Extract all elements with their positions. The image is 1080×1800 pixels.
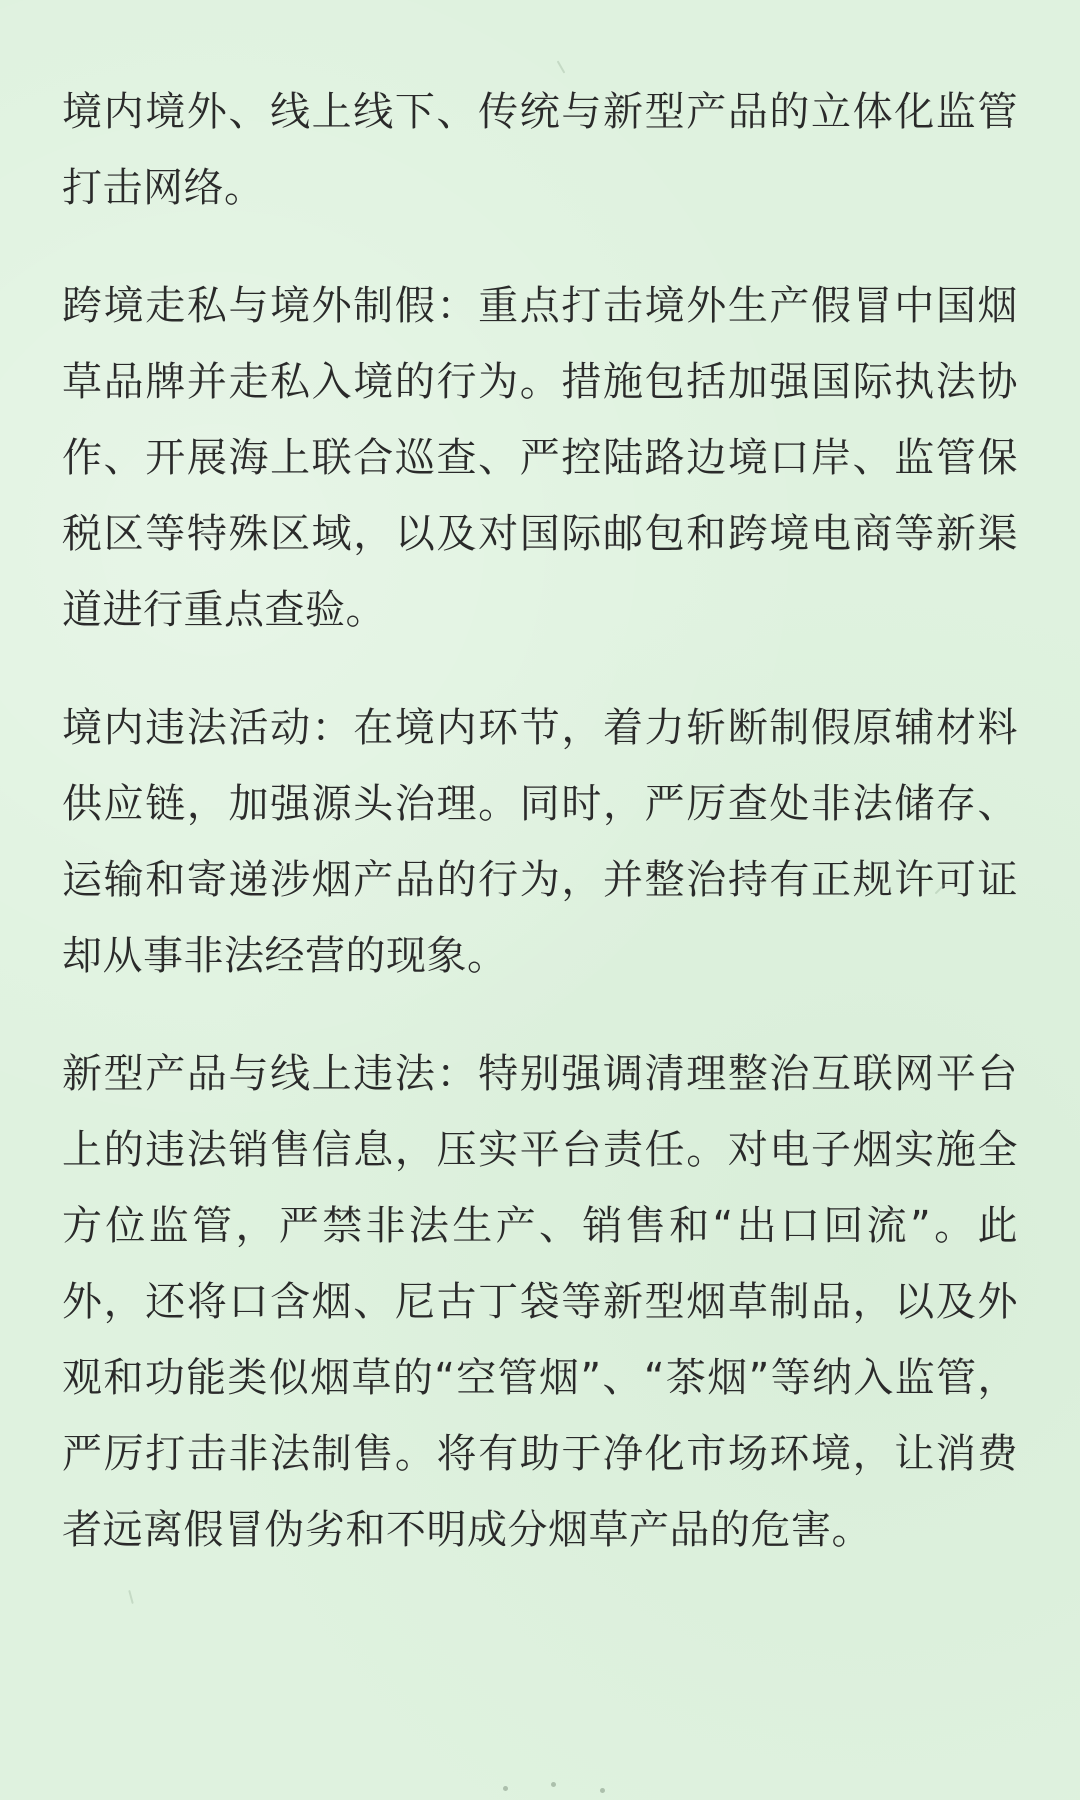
- paragraph-domestic: 境内违法活动：在境内环节，着力斩断制假原辅材料供应链，加强源头治理。同时，严厉查处非法储存、运输和寄递涉烟产品的行为，并整治持有正规许可证却从事非法经营的现象。: [62, 705, 1018, 979]
- paper-fiber: [557, 60, 566, 73]
- paper-speck: [503, 1786, 508, 1791]
- paragraph-cross-border: 跨境走私与境外制假：重点打击境外生产假冒中国烟草品牌并走私入境的行为。措施包括加强国际执法协作、开展海上联合巡查、严控陆路边境口岸、监管保税区等特殊区域，以及对国际邮包和跨境电商等新渠道进行重点查验。: [62, 283, 1018, 633]
- paragraph-new-products: 新型产品与线上违法：特别强调清理整治互联网平台上的违法销售信息，压实平台责任。对电子烟实施全方位监管，严禁非法生产、销售和“出口回流”。此外，还将口含烟、尼古丁袋等新型烟草制品，以及外观和功能类似烟草的“空管烟”、“茶烟”等纳入监管，严厉打击非法制售。将有助于净化市场环境，让消费者远离假冒伪劣和不明成分烟草产品的危害。: [62, 1051, 1018, 1553]
- paragraph-intro: 境内境外、线上线下、传统与新型产品的立体化监管打击网络。: [62, 89, 1018, 211]
- paper-speck: [600, 1788, 605, 1793]
- paper-fiber: [128, 1590, 134, 1604]
- paper-speck: [551, 1782, 556, 1787]
